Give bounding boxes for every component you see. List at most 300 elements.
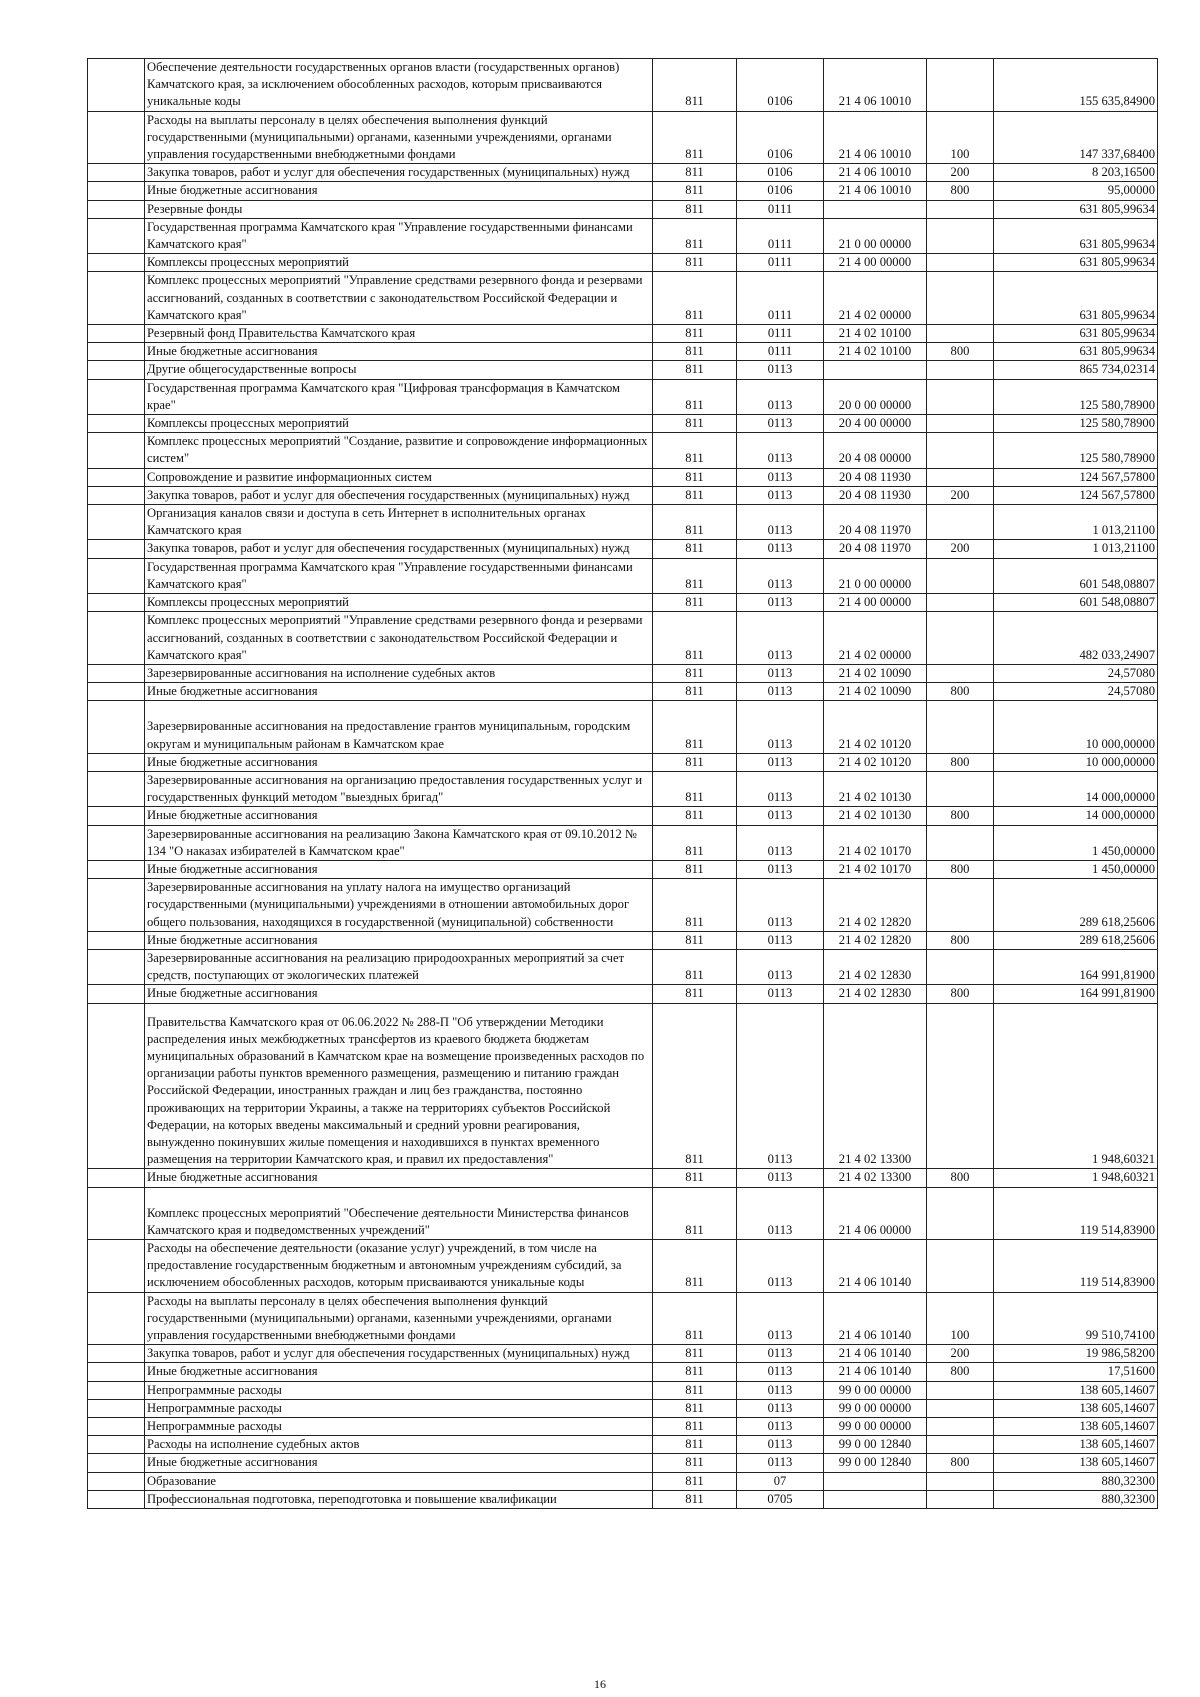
row-section-code-cell: 0113 xyxy=(737,1436,824,1454)
table-row xyxy=(88,594,1158,612)
row-section-code-cell: 0113 xyxy=(737,1345,824,1363)
row-name-cell: Закупка товаров, работ и услуг для обеспечения государственных (муниципальных) нужд xyxy=(145,486,653,504)
row-target-code-cell xyxy=(824,1472,927,1490)
row-ministry-code-cell: 811 xyxy=(653,949,737,984)
row-ministry-code-cell: 811 xyxy=(653,59,737,112)
row-name-cell: Иные бюджетные ассигнования xyxy=(145,182,653,200)
table-row xyxy=(88,468,1158,486)
table-row xyxy=(88,343,1158,361)
row-expense-type-cell: 800 xyxy=(927,182,994,200)
row-ministry-code-cell: 811 xyxy=(653,433,737,468)
row-blank-cell xyxy=(88,1490,145,1508)
row-ministry-code-cell: 811 xyxy=(653,1490,737,1508)
row-blank-cell xyxy=(88,701,145,753)
row-section-code-cell: 0113 xyxy=(737,1003,824,1169)
row-blank-cell xyxy=(88,1472,145,1490)
row-expense-type-cell: 200 xyxy=(927,486,994,504)
row-target-code-cell: 21 4 06 10140 xyxy=(824,1363,927,1381)
row-amount-cell: 164 991,81900 xyxy=(994,949,1158,984)
row-name-cell: Иные бюджетные ассигнования xyxy=(145,343,653,361)
row-blank-cell xyxy=(88,558,145,593)
row-target-code-cell: 21 4 02 13300 xyxy=(824,1003,927,1169)
budget-table-body xyxy=(88,59,1158,1509)
row-ministry-code-cell: 811 xyxy=(653,683,737,701)
row-amount-cell: 601 548,08807 xyxy=(994,558,1158,593)
row-section-code-cell: 0113 xyxy=(737,807,824,825)
row-ministry-code-cell: 811 xyxy=(653,1169,737,1187)
row-section-code-cell: 0113 xyxy=(737,771,824,806)
table-row xyxy=(88,1345,1158,1363)
row-target-code-cell: 21 4 02 00000 xyxy=(824,612,927,665)
row-amount-cell: 865 734,02314 xyxy=(994,361,1158,379)
row-amount-cell: 1 013,21100 xyxy=(994,505,1158,540)
row-blank-cell xyxy=(88,825,145,860)
table-row xyxy=(88,486,1158,504)
row-name-cell: Комплекс процессных мероприятий "Управление средствами резервного фонда и резервами ассигнований, созданных в соответствии с законодательством Российской Федерации и Камчатского края" xyxy=(145,612,653,665)
row-name-cell: Иные бюджетные ассигнования xyxy=(145,1454,653,1472)
row-target-code-cell: 99 0 00 00000 xyxy=(824,1399,927,1417)
table-row xyxy=(88,1187,1158,1239)
row-blank-cell xyxy=(88,683,145,701)
row-name-cell: Иные бюджетные ассигнования xyxy=(145,985,653,1003)
row-blank-cell xyxy=(88,361,145,379)
row-ministry-code-cell: 811 xyxy=(653,200,737,218)
row-section-code-cell: 0113 xyxy=(737,664,824,682)
row-blank-cell xyxy=(88,612,145,665)
table-row xyxy=(88,771,1158,806)
row-name-cell: Иные бюджетные ассигнования xyxy=(145,807,653,825)
row-amount-cell: 482 033,24907 xyxy=(994,612,1158,665)
row-target-code-cell xyxy=(824,361,927,379)
row-name-cell: Расходы на выплаты персоналу в целях обеспечения выполнения функций государственными (муниципальными) органами, казенными учреждениями, органами управления государственными внебюджетными фондами xyxy=(145,1292,653,1345)
row-name-cell: Иные бюджетные ассигнования xyxy=(145,1169,653,1187)
row-name-cell: Непрограммные расходы xyxy=(145,1418,653,1436)
table-row xyxy=(88,379,1158,414)
row-blank-cell xyxy=(88,379,145,414)
row-section-code-cell: 0106 xyxy=(737,164,824,182)
row-blank-cell xyxy=(88,1187,145,1239)
row-ministry-code-cell: 811 xyxy=(653,985,737,1003)
row-target-code-cell: 21 4 02 10120 xyxy=(824,701,927,753)
row-name-cell: Организация каналов связи и доступа в сеть Интернет в исполнительных органах Камчатского края xyxy=(145,505,653,540)
row-section-code-cell: 0113 xyxy=(737,1292,824,1345)
row-ministry-code-cell: 811 xyxy=(653,860,737,878)
table-row xyxy=(88,683,1158,701)
table-row xyxy=(88,254,1158,272)
row-ministry-code-cell: 811 xyxy=(653,558,737,593)
row-amount-cell: 125 580,78900 xyxy=(994,415,1158,433)
row-target-code-cell: 21 4 06 10010 xyxy=(824,182,927,200)
row-target-code-cell: 99 0 00 12840 xyxy=(824,1454,927,1472)
row-ministry-code-cell: 811 xyxy=(653,361,737,379)
row-amount-cell: 138 605,14607 xyxy=(994,1436,1158,1454)
row-amount-cell: 631 805,99634 xyxy=(994,218,1158,253)
row-amount-cell: 119 514,83900 xyxy=(994,1187,1158,1239)
row-expense-type-cell xyxy=(927,1418,994,1436)
row-name-cell: Государственная программа Камчатского края "Управление государственными финансами Камчатского края" xyxy=(145,558,653,593)
row-ministry-code-cell: 811 xyxy=(653,594,737,612)
table-row xyxy=(88,860,1158,878)
row-target-code-cell: 21 4 02 12830 xyxy=(824,985,927,1003)
row-ministry-code-cell: 811 xyxy=(653,1240,737,1293)
row-blank-cell xyxy=(88,1169,145,1187)
row-target-code-cell: 21 4 00 00000 xyxy=(824,594,927,612)
row-amount-cell: 1 450,00000 xyxy=(994,825,1158,860)
row-expense-type-cell xyxy=(927,433,994,468)
row-ministry-code-cell: 811 xyxy=(653,1472,737,1490)
row-amount-cell: 24,57080 xyxy=(994,683,1158,701)
row-amount-cell: 138 605,14607 xyxy=(994,1454,1158,1472)
row-blank-cell xyxy=(88,433,145,468)
row-expense-type-cell: 800 xyxy=(927,1169,994,1187)
row-ministry-code-cell: 811 xyxy=(653,468,737,486)
table-row xyxy=(88,272,1158,325)
row-ministry-code-cell: 811 xyxy=(653,111,737,164)
row-expense-type-cell xyxy=(927,415,994,433)
row-blank-cell xyxy=(88,111,145,164)
row-blank-cell xyxy=(88,486,145,504)
row-section-code-cell: 0111 xyxy=(737,272,824,325)
row-name-cell: Иные бюджетные ассигнования xyxy=(145,753,653,771)
row-name-cell: Непрограммные расходы xyxy=(145,1381,653,1399)
row-section-code-cell: 0113 xyxy=(737,1454,824,1472)
row-section-code-cell: 0106 xyxy=(737,182,824,200)
row-ministry-code-cell: 811 xyxy=(653,379,737,414)
row-amount-cell: 124 567,57800 xyxy=(994,468,1158,486)
row-blank-cell xyxy=(88,1418,145,1436)
row-amount-cell: 17,51600 xyxy=(994,1363,1158,1381)
row-blank-cell xyxy=(88,1363,145,1381)
table-row xyxy=(88,1436,1158,1454)
row-section-code-cell: 0113 xyxy=(737,594,824,612)
row-expense-type-cell: 800 xyxy=(927,753,994,771)
row-section-code-cell: 0113 xyxy=(737,1418,824,1436)
row-ministry-code-cell: 811 xyxy=(653,1292,737,1345)
table-row xyxy=(88,949,1158,984)
row-name-cell: Сопровождение и развитие информационных систем xyxy=(145,468,653,486)
row-blank-cell xyxy=(88,468,145,486)
row-name-cell: Резервные фонды xyxy=(145,200,653,218)
row-target-code-cell: 20 4 08 11970 xyxy=(824,505,927,540)
row-blank-cell xyxy=(88,1345,145,1363)
row-blank-cell xyxy=(88,1381,145,1399)
row-name-cell: Зарезервированные ассигнования на уплату налога на имущество организаций государственными (муниципальными) учреждениями в отношении автомобильных дорог общего пользования, находящихся в государственной (муниципальной) собственности xyxy=(145,879,653,932)
row-expense-type-cell xyxy=(927,664,994,682)
row-amount-cell: 8 203,16500 xyxy=(994,164,1158,182)
row-amount-cell: 95,00000 xyxy=(994,182,1158,200)
row-blank-cell xyxy=(88,807,145,825)
row-target-code-cell: 20 4 08 00000 xyxy=(824,433,927,468)
row-target-code-cell: 21 0 00 00000 xyxy=(824,218,927,253)
row-blank-cell xyxy=(88,664,145,682)
row-expense-type-cell xyxy=(927,1472,994,1490)
table-row xyxy=(88,701,1158,753)
row-name-cell: Расходы на исполнение судебных актов xyxy=(145,1436,653,1454)
row-blank-cell xyxy=(88,879,145,932)
row-section-code-cell: 0113 xyxy=(737,985,824,1003)
row-section-code-cell: 0111 xyxy=(737,343,824,361)
row-blank-cell xyxy=(88,771,145,806)
row-target-code-cell: 21 4 06 10010 xyxy=(824,164,927,182)
row-amount-cell: 631 805,99634 xyxy=(994,343,1158,361)
row-ministry-code-cell: 811 xyxy=(653,1187,737,1239)
row-expense-type-cell xyxy=(927,558,994,593)
row-expense-type-cell xyxy=(927,59,994,112)
row-name-cell: Иные бюджетные ассигнования xyxy=(145,860,653,878)
row-blank-cell xyxy=(88,1240,145,1293)
row-expense-type-cell xyxy=(927,612,994,665)
row-expense-type-cell: 800 xyxy=(927,683,994,701)
row-target-code-cell: 21 4 02 13300 xyxy=(824,1169,927,1187)
row-ministry-code-cell: 811 xyxy=(653,540,737,558)
row-expense-type-cell xyxy=(927,1399,994,1417)
row-section-code-cell: 0113 xyxy=(737,753,824,771)
row-expense-type-cell xyxy=(927,468,994,486)
row-ministry-code-cell: 811 xyxy=(653,164,737,182)
row-target-code-cell: 99 0 00 00000 xyxy=(824,1381,927,1399)
row-target-code-cell: 21 4 02 12820 xyxy=(824,931,927,949)
row-target-code-cell: 21 4 06 10010 xyxy=(824,111,927,164)
row-name-cell: Расходы на выплаты персоналу в целях обеспечения выполнения функций государственными (муниципальными) органами, казенными учреждениями, органами управления государственными внебюджетными фондами xyxy=(145,111,653,164)
row-blank-cell xyxy=(88,1436,145,1454)
row-amount-cell: 631 805,99634 xyxy=(994,254,1158,272)
table-row xyxy=(88,111,1158,164)
row-name-cell: Обеспечение деятельности государственных органов власти (государственных органов) Камчатского края, за исключением обособленных расходов, которым присваиваются уникальные коды xyxy=(145,59,653,112)
table-row xyxy=(88,1418,1158,1436)
row-blank-cell xyxy=(88,182,145,200)
row-expense-type-cell: 800 xyxy=(927,931,994,949)
row-target-code-cell: 99 0 00 00000 xyxy=(824,1418,927,1436)
row-ministry-code-cell: 811 xyxy=(653,182,737,200)
table-row xyxy=(88,1472,1158,1490)
table-row xyxy=(88,540,1158,558)
row-name-cell: Иные бюджетные ассигнования xyxy=(145,683,653,701)
table-row xyxy=(88,985,1158,1003)
row-target-code-cell: 21 4 06 10140 xyxy=(824,1292,927,1345)
table-row xyxy=(88,558,1158,593)
row-target-code-cell: 21 4 02 10130 xyxy=(824,807,927,825)
table-row xyxy=(88,433,1158,468)
page-number: 16 xyxy=(594,1677,606,1691)
row-expense-type-cell xyxy=(927,594,994,612)
row-ministry-code-cell: 811 xyxy=(653,1436,737,1454)
row-target-code-cell: 21 4 02 10100 xyxy=(824,343,927,361)
row-target-code-cell: 21 4 00 00000 xyxy=(824,254,927,272)
row-target-code-cell: 20 4 08 11930 xyxy=(824,468,927,486)
row-ministry-code-cell: 811 xyxy=(653,486,737,504)
table-row xyxy=(88,415,1158,433)
table-row xyxy=(88,1490,1158,1508)
row-target-code-cell: 21 4 02 10100 xyxy=(824,325,927,343)
row-expense-type-cell xyxy=(927,1490,994,1508)
row-section-code-cell: 0111 xyxy=(737,325,824,343)
table-row xyxy=(88,1169,1158,1187)
row-blank-cell xyxy=(88,860,145,878)
row-ministry-code-cell: 811 xyxy=(653,1381,737,1399)
row-amount-cell: 24,57080 xyxy=(994,664,1158,682)
row-blank-cell xyxy=(88,540,145,558)
table-row xyxy=(88,59,1158,112)
row-amount-cell: 138 605,14607 xyxy=(994,1418,1158,1436)
row-expense-type-cell xyxy=(927,1381,994,1399)
row-amount-cell: 10 000,00000 xyxy=(994,753,1158,771)
row-ministry-code-cell: 811 xyxy=(653,612,737,665)
row-ministry-code-cell: 811 xyxy=(653,879,737,932)
row-target-code-cell: 21 4 06 10010 xyxy=(824,59,927,112)
row-expense-type-cell xyxy=(927,254,994,272)
row-name-cell: Комплексы процессных мероприятий xyxy=(145,594,653,612)
row-amount-cell: 289 618,25606 xyxy=(994,931,1158,949)
row-blank-cell xyxy=(88,59,145,112)
row-section-code-cell: 0113 xyxy=(737,931,824,949)
table-row xyxy=(88,325,1158,343)
row-blank-cell xyxy=(88,1454,145,1472)
row-amount-cell: 880,32300 xyxy=(994,1490,1158,1508)
table-row xyxy=(88,1292,1158,1345)
row-blank-cell xyxy=(88,931,145,949)
row-blank-cell xyxy=(88,505,145,540)
row-target-code-cell: 21 4 02 10090 xyxy=(824,683,927,701)
row-name-cell: Комплекс процессных мероприятий "Управление средствами резервного фонда и резервами ассигнований, созданных в соответствии с законодательством Российской Федерации и Камчатского края" xyxy=(145,272,653,325)
row-expense-type-cell xyxy=(927,1240,994,1293)
row-ministry-code-cell: 811 xyxy=(653,343,737,361)
table-row xyxy=(88,612,1158,665)
row-amount-cell: 125 580,78900 xyxy=(994,379,1158,414)
row-amount-cell: 631 805,99634 xyxy=(994,272,1158,325)
row-ministry-code-cell: 811 xyxy=(653,1418,737,1436)
row-expense-type-cell xyxy=(927,505,994,540)
row-blank-cell xyxy=(88,164,145,182)
row-expense-type-cell: 800 xyxy=(927,860,994,878)
row-name-cell: Зарезервированные ассигнования на реализацию Закона Камчатского края от 09.10.2012 № 134 "О наказах избирателей в Камчатском крае" xyxy=(145,825,653,860)
row-amount-cell: 631 805,99634 xyxy=(994,200,1158,218)
row-section-code-cell: 07 xyxy=(737,1472,824,1490)
row-target-code-cell: 21 0 00 00000 xyxy=(824,558,927,593)
row-name-cell: Правительства Камчатского края от 06.06.2022 № 288-П "Об утверждении Методики распределения иных межбюджетных трансфертов из краевого бюджета бюджетам муниципальных образований в Камчатском крае на возмещение произведенных расходов по организации работы пунктов временного размещения, размещению и питанию граждан Российской Федерации, иностранных граждан и лиц без гражданства, постоянно проживающих на территории Украины, а также на территориях субъектов Российской Федерации, на которых введены максимальный и средний уровни реагирования, вынужденно покинувших жилые помещения и находившихся в пунктах временного размещения на территории Камчатского края, и правил их предоставления" xyxy=(145,1003,653,1169)
row-expense-type-cell xyxy=(927,949,994,984)
row-target-code-cell: 21 4 02 12820 xyxy=(824,879,927,932)
row-amount-cell: 1 948,60321 xyxy=(994,1003,1158,1169)
row-blank-cell xyxy=(88,753,145,771)
table-row xyxy=(88,1003,1158,1169)
row-target-code-cell: 21 4 06 00000 xyxy=(824,1187,927,1239)
row-expense-type-cell xyxy=(927,825,994,860)
row-target-code-cell: 99 0 00 12840 xyxy=(824,1436,927,1454)
row-amount-cell: 1 948,60321 xyxy=(994,1169,1158,1187)
row-amount-cell: 125 580,78900 xyxy=(994,433,1158,468)
row-section-code-cell: 0113 xyxy=(737,505,824,540)
row-blank-cell xyxy=(88,272,145,325)
row-expense-type-cell xyxy=(927,771,994,806)
row-ministry-code-cell: 811 xyxy=(653,771,737,806)
row-section-code-cell: 0113 xyxy=(737,825,824,860)
row-name-cell: Закупка товаров, работ и услуг для обеспечения государственных (муниципальных) нужд xyxy=(145,540,653,558)
row-name-cell: Иные бюджетные ассигнования xyxy=(145,931,653,949)
row-expense-type-cell xyxy=(927,325,994,343)
table-row xyxy=(88,200,1158,218)
row-section-code-cell: 0113 xyxy=(737,433,824,468)
row-section-code-cell: 0113 xyxy=(737,1363,824,1381)
row-expense-type-cell xyxy=(927,1436,994,1454)
row-section-code-cell: 0113 xyxy=(737,540,824,558)
row-amount-cell: 138 605,14607 xyxy=(994,1381,1158,1399)
row-expense-type-cell xyxy=(927,272,994,325)
row-target-code-cell: 21 4 02 10130 xyxy=(824,771,927,806)
row-ministry-code-cell: 811 xyxy=(653,825,737,860)
row-expense-type-cell xyxy=(927,200,994,218)
table-row xyxy=(88,505,1158,540)
row-name-cell: Комплексы процессных мероприятий xyxy=(145,254,653,272)
row-target-code-cell: 20 0 00 00000 xyxy=(824,379,927,414)
row-amount-cell: 14 000,00000 xyxy=(994,771,1158,806)
row-blank-cell xyxy=(88,200,145,218)
row-blank-cell xyxy=(88,985,145,1003)
row-ministry-code-cell: 811 xyxy=(653,1003,737,1169)
row-section-code-cell: 0113 xyxy=(737,879,824,932)
row-blank-cell xyxy=(88,949,145,984)
row-name-cell: Иные бюджетные ассигнования xyxy=(145,1363,653,1381)
row-ministry-code-cell: 811 xyxy=(653,931,737,949)
budget-sheet xyxy=(87,58,1157,1509)
row-section-code-cell: 0113 xyxy=(737,558,824,593)
row-amount-cell: 880,32300 xyxy=(994,1472,1158,1490)
row-blank-cell xyxy=(88,218,145,253)
table-row xyxy=(88,218,1158,253)
row-name-cell: Закупка товаров, работ и услуг для обеспечения государственных (муниципальных) нужд xyxy=(145,1345,653,1363)
row-blank-cell xyxy=(88,1399,145,1417)
table-row xyxy=(88,931,1158,949)
budget-table xyxy=(87,58,1158,1509)
row-expense-type-cell xyxy=(927,361,994,379)
row-expense-type-cell: 800 xyxy=(927,1363,994,1381)
row-amount-cell: 1 450,00000 xyxy=(994,860,1158,878)
row-name-cell: Зарезервированные ассигнования на реализацию природоохранных мероприятий за счет средств, поступающих от экологических платежей xyxy=(145,949,653,984)
table-row xyxy=(88,1454,1158,1472)
row-amount-cell: 164 991,81900 xyxy=(994,985,1158,1003)
row-section-code-cell: 0113 xyxy=(737,468,824,486)
row-expense-type-cell xyxy=(927,1003,994,1169)
row-name-cell: Образование xyxy=(145,1472,653,1490)
row-section-code-cell: 0113 xyxy=(737,1240,824,1293)
row-blank-cell xyxy=(88,325,145,343)
row-target-code-cell: 21 4 06 10140 xyxy=(824,1240,927,1293)
table-row xyxy=(88,1363,1158,1381)
row-section-code-cell: 0113 xyxy=(737,361,824,379)
row-ministry-code-cell: 811 xyxy=(653,753,737,771)
row-section-code-cell: 0106 xyxy=(737,59,824,112)
row-amount-cell: 10 000,00000 xyxy=(994,701,1158,753)
row-expense-type-cell: 200 xyxy=(927,1345,994,1363)
row-ministry-code-cell: 811 xyxy=(653,325,737,343)
row-target-code-cell: 21 4 02 10120 xyxy=(824,753,927,771)
table-row xyxy=(88,825,1158,860)
row-section-code-cell: 0113 xyxy=(737,683,824,701)
table-row xyxy=(88,361,1158,379)
row-expense-type-cell: 100 xyxy=(927,1292,994,1345)
row-expense-type-cell xyxy=(927,218,994,253)
row-amount-cell: 99 510,74100 xyxy=(994,1292,1158,1345)
row-ministry-code-cell: 811 xyxy=(653,664,737,682)
row-ministry-code-cell: 811 xyxy=(653,1363,737,1381)
row-target-code-cell xyxy=(824,200,927,218)
row-section-code-cell: 0113 xyxy=(737,701,824,753)
row-blank-cell xyxy=(88,594,145,612)
row-section-code-cell: 0106 xyxy=(737,111,824,164)
row-section-code-cell: 0113 xyxy=(737,1381,824,1399)
row-expense-type-cell: 800 xyxy=(927,343,994,361)
table-row xyxy=(88,664,1158,682)
row-target-code-cell: 20 4 00 00000 xyxy=(824,415,927,433)
